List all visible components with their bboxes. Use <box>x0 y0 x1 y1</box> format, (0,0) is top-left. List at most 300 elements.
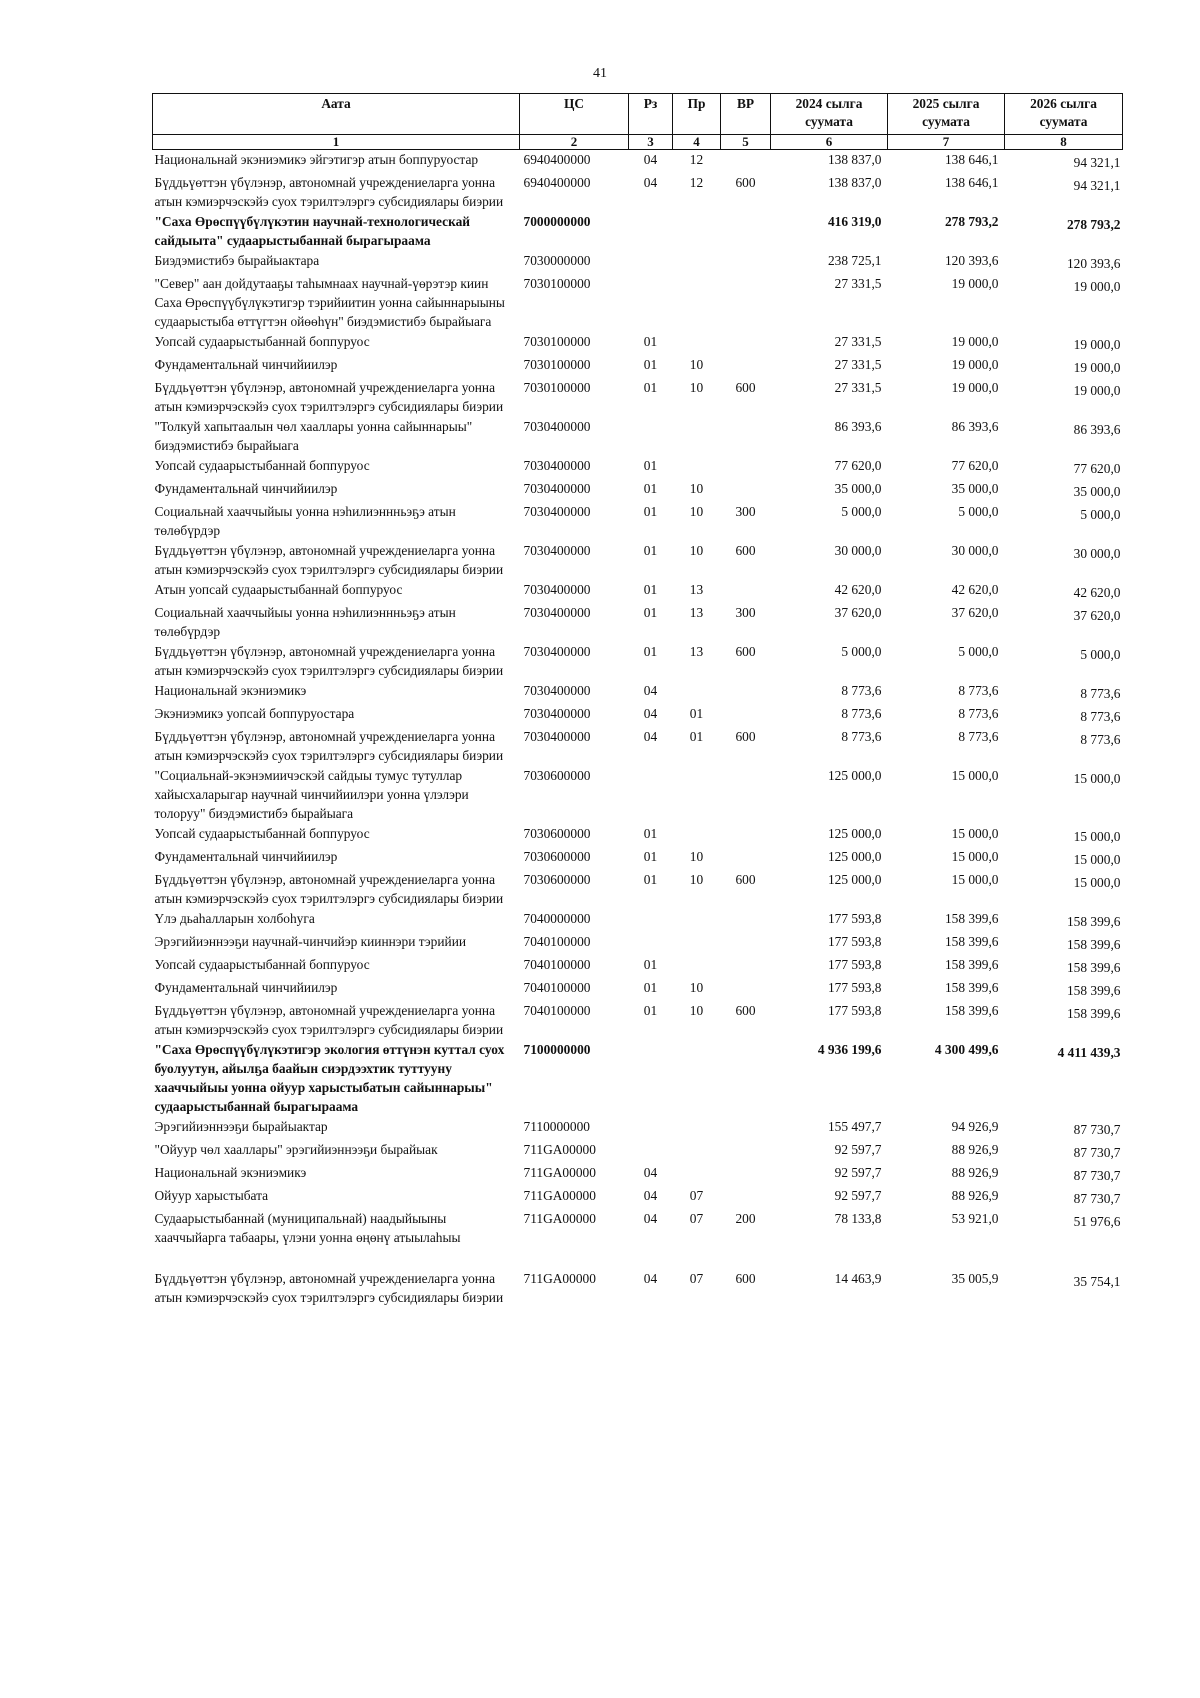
row-amount-2025: 94 926,9 <box>951 1119 999 1134</box>
row-name: "Саха Өрөспүүбүлүкэтин научнай-технологическай сайдыыта" судаарыстыбаннай бырагыраама <box>154 214 471 248</box>
row-amount-2025: 53 921,0 <box>951 1211 999 1226</box>
row-amount-2025: 158 399,6 <box>944 934 999 949</box>
row-amount-2026: 94 321,1 <box>1073 178 1121 193</box>
row-name: Фундаментальнай чинчийиилэр <box>154 849 338 864</box>
row-name: Бүддьүөттэн үбүлэнэр, автономнай учреждениеларга уонна атын кэмиэрчэскэйэ суох тэрилтэлэргэ субсидиялары биэрии <box>154 1003 504 1037</box>
row-vr <box>721 251 771 274</box>
row-cs-code: 7030400000 <box>523 644 591 659</box>
row-cs-code: 711GA00000 <box>523 1211 596 1226</box>
table-body <box>153 150 1123 1309</box>
header-2026: 2026 сылга суумата <box>1005 94 1123 135</box>
row-pr <box>673 955 721 978</box>
row-amount-2025: 8 773,6 <box>958 729 999 744</box>
row-rz <box>629 251 673 274</box>
table-row <box>153 1001 1123 1040</box>
row-amount-2026: 15 000,0 <box>1073 771 1121 786</box>
row-amount-2025: 158 399,6 <box>944 980 999 995</box>
table-row <box>153 332 1123 355</box>
row-amount-2026: 35 754,1 <box>1073 1274 1121 1289</box>
table-row <box>153 251 1123 274</box>
row-rz: 01 <box>643 334 658 349</box>
row-vr <box>721 847 771 870</box>
table-row <box>153 704 1123 727</box>
row-amount-2025: 15 000,0 <box>951 826 999 841</box>
table-row <box>153 417 1123 456</box>
row-amount-2024: 177 593,8 <box>827 911 882 926</box>
row-pr <box>673 417 721 456</box>
table-row <box>153 727 1123 766</box>
table-row <box>153 932 1123 955</box>
row-amount-2026: 42 620,0 <box>1073 585 1121 600</box>
row-pr <box>673 1140 721 1163</box>
row-amount-2026: 37 620,0 <box>1073 608 1121 623</box>
row-cs-code: 7030600000 <box>523 826 591 841</box>
row-amount-2024: 27 331,5 <box>834 380 882 395</box>
row-amount-2024: 155 497,7 <box>827 1119 882 1134</box>
row-amount-2025: 19 000,0 <box>951 334 999 349</box>
row-vr <box>721 479 771 502</box>
row-amount-2026: 8 773,6 <box>1080 709 1121 724</box>
row-cs-code: 711GA00000 <box>523 1142 596 1157</box>
row-rz <box>629 766 673 824</box>
row-amount-2026: 86 393,6 <box>1073 422 1121 437</box>
row-vr: 300 <box>735 605 756 620</box>
row-amount-2026: 87 730,7 <box>1073 1191 1121 1206</box>
row-cs-code: 7030000000 <box>523 253 591 268</box>
row-amount-2025: 138 646,1 <box>944 152 999 167</box>
row-cs-code: 711GA00000 <box>523 1188 596 1203</box>
table-row <box>153 1040 1123 1117</box>
row-rz <box>629 417 673 456</box>
table-row <box>153 456 1123 479</box>
row-amount-2025: 88 926,9 <box>951 1188 999 1203</box>
row-amount-2026: 19 000,0 <box>1073 279 1121 294</box>
table-row <box>153 479 1123 502</box>
row-rz: 01 <box>643 380 658 395</box>
row-amount-2025: 120 393,6 <box>944 253 999 268</box>
row-vr <box>721 1140 771 1163</box>
row-rz: 01 <box>643 872 658 887</box>
row-pr: 10 <box>689 980 704 995</box>
table-row <box>153 1186 1123 1209</box>
row-amount-2024: 27 331,5 <box>834 357 882 372</box>
row-pr: 07 <box>689 1211 704 1226</box>
row-rz <box>629 1040 673 1117</box>
col-number: 3 <box>629 135 673 150</box>
row-name: "Ойуур чөл хааллары" эрэгийиэннээҕи бырайыак <box>154 1142 438 1157</box>
row-amount-2024: 8 773,6 <box>841 683 882 698</box>
row-cs-code: 7030100000 <box>523 357 591 372</box>
row-pr: 13 <box>689 644 704 659</box>
row-name: Бүддьүөттэн үбүлэнэр, автономнай учреждениеларга уонна атын кэмиэрчэскэйэ суох тэрилтэлэргэ субсидиялары биэрии <box>154 1271 504 1305</box>
row-cs-code: 7030400000 <box>523 481 591 496</box>
row-name: Бүддьүөттэн үбүлэнэр, автономнай учреждениеларга уонна атын кэмиэрчэскэйэ суох тэрилтэлэргэ субсидиялары биэрии <box>154 543 504 577</box>
row-amount-2026: 77 620,0 <box>1073 461 1121 476</box>
row-amount-2025: 5 000,0 <box>958 644 999 659</box>
row-rz: 01 <box>643 504 658 519</box>
row-rz: 01 <box>643 458 658 473</box>
row-amount-2026: 15 000,0 <box>1073 852 1121 867</box>
row-vr: 600 <box>735 543 756 558</box>
row-vr <box>721 150 771 174</box>
page-number: 41 <box>593 66 607 81</box>
table-row <box>153 847 1123 870</box>
table-row <box>153 909 1123 932</box>
row-pr: 10 <box>689 872 704 887</box>
row-amount-2024: 27 331,5 <box>834 276 882 291</box>
row-rz: 01 <box>643 957 658 972</box>
row-name: Бүддьүөттэн үбүлэнэр, автономнай учреждениеларга уонна атын кэмиэрчэскэйэ суох тэрилтэлэргэ субсидиялары биэрии <box>154 729 504 763</box>
row-amount-2025: 15 000,0 <box>951 849 999 864</box>
row-amount-2024: 8 773,6 <box>841 706 882 721</box>
table-row <box>153 355 1123 378</box>
row-amount-2024: 177 593,8 <box>827 1003 882 1018</box>
row-amount-2025: 8 773,6 <box>958 683 999 698</box>
row-amount-2026: 15 000,0 <box>1073 875 1121 890</box>
row-name: "Толкуй хапытаалын чөл хааллары уонна сайыннарыы" биэдэмистибэ бырайыага <box>154 419 473 453</box>
row-amount-2024: 92 597,7 <box>834 1188 882 1203</box>
col-number: 7 <box>888 135 1005 150</box>
row-vr: 600 <box>735 729 756 744</box>
row-name: "Север" аан дойдутааҕы таһымнаах научнай-үөрэтэр киин Саха Өрөспүүбүлүкэтигэр тэрийиитин уонна сайыннарыыны судаарыстыба өттүгтэн ойөөһүн" биэдэмистибэ бырайыага <box>154 276 505 329</box>
row-vr <box>721 1040 771 1117</box>
row-cs-code: 711GA00000 <box>523 1165 596 1180</box>
row-rz: 04 <box>643 1165 658 1180</box>
row-vr <box>721 955 771 978</box>
row-pr: 13 <box>689 605 704 620</box>
row-pr <box>673 824 721 847</box>
row-vr <box>721 978 771 1001</box>
row-amount-2024: 35 000,0 <box>834 481 882 496</box>
row-cs-code: 7040100000 <box>523 980 591 995</box>
row-amount-2025: 4 300 499,6 <box>934 1042 999 1057</box>
row-vr <box>721 332 771 355</box>
table-row <box>153 1117 1123 1140</box>
row-amount-2024: 125 000,0 <box>827 768 882 783</box>
table-row <box>153 603 1123 642</box>
row-amount-2026: 158 399,6 <box>1066 914 1121 929</box>
row-name: Фундаментальнай чинчийиилэр <box>154 481 338 496</box>
row-amount-2025: 19 000,0 <box>951 276 999 291</box>
row-amount-2026: 8 773,6 <box>1080 732 1121 747</box>
row-name: Фундаментальнай чинчийиилэр <box>154 357 338 372</box>
row-pr: 10 <box>689 543 704 558</box>
row-amount-2024: 138 837,0 <box>827 175 882 190</box>
row-amount-2024: 238 725,1 <box>827 253 882 268</box>
row-rz: 01 <box>643 826 658 841</box>
header-2025: 2025 сылга суумата <box>888 94 1005 135</box>
table-row <box>153 766 1123 824</box>
row-cs-code: 7030400000 <box>523 543 591 558</box>
row-name: Уопсай судаарыстыбаннай боппуруос <box>154 334 370 349</box>
row-amount-2024: 92 597,7 <box>834 1142 882 1157</box>
row-cs-code: 6940400000 <box>523 175 591 190</box>
table-row <box>153 978 1123 1001</box>
row-amount-2026: 278 793,2 <box>1066 217 1121 232</box>
row-amount-2025: 35 000,0 <box>951 481 999 496</box>
row-amount-2024: 30 000,0 <box>834 543 882 558</box>
row-name: Уопсай судаарыстыбаннай боппуруос <box>154 957 370 972</box>
row-pr <box>673 456 721 479</box>
row-vr <box>721 909 771 932</box>
row-rz <box>629 212 673 251</box>
row-name: Уопсай судаарыстыбаннай боппуруос <box>154 458 370 473</box>
table-row <box>153 1209 1123 1269</box>
row-amount-2024: 177 593,8 <box>827 980 882 995</box>
row-rz: 04 <box>643 1271 658 1286</box>
row-amount-2025: 158 399,6 <box>944 957 999 972</box>
row-pr <box>673 212 721 251</box>
row-cs-code: 711GA00000 <box>523 1271 596 1286</box>
row-vr <box>721 704 771 727</box>
row-pr <box>673 681 721 704</box>
row-amount-2024: 125 000,0 <box>827 826 882 841</box>
row-rz <box>629 274 673 332</box>
row-amount-2026: 35 000,0 <box>1073 484 1121 499</box>
row-amount-2026: 87 730,7 <box>1073 1145 1121 1160</box>
row-amount-2025: 138 646,1 <box>944 175 999 190</box>
budget-table <box>152 93 1123 1308</box>
row-cs-code: 7030400000 <box>523 504 591 519</box>
row-amount-2024: 125 000,0 <box>827 849 882 864</box>
row-name: Ойуур харыстыбата <box>154 1188 269 1203</box>
row-amount-2024: 177 593,8 <box>827 934 882 949</box>
row-pr: 10 <box>689 481 704 496</box>
row-vr <box>721 355 771 378</box>
row-amount-2026: 19 000,0 <box>1073 337 1121 352</box>
row-vr: 600 <box>735 1003 756 1018</box>
row-name: Эрэгийиэннээҕи научнай-чинчийэр кииннэри тэрийии <box>154 934 467 949</box>
row-amount-2026: 51 976,6 <box>1073 1214 1121 1229</box>
header-2024: 2024 сылга суумата <box>771 94 888 135</box>
row-amount-2026: 87 730,7 <box>1073 1168 1121 1183</box>
row-rz <box>629 1140 673 1163</box>
row-vr <box>721 580 771 603</box>
row-cs-code: 7030100000 <box>523 334 591 349</box>
row-pr <box>673 1163 721 1186</box>
table-row <box>153 1163 1123 1186</box>
row-pr: 13 <box>689 582 704 597</box>
row-amount-2025: 88 926,9 <box>951 1165 999 1180</box>
row-vr: 600 <box>735 644 756 659</box>
row-vr <box>721 1117 771 1140</box>
row-amount-2026: 30 000,0 <box>1073 546 1121 561</box>
row-cs-code: 7040100000 <box>523 1003 591 1018</box>
row-cs-code: 7040100000 <box>523 934 591 949</box>
row-rz: 04 <box>643 175 658 190</box>
row-amount-2026: 158 399,6 <box>1066 960 1121 975</box>
row-name: Бүддьүөттэн үбүлэнэр, автономнай учреждениеларга уонна атын кэмиэрчэскэйэ суох тэрилтэлэргэ субсидиялары биэрии <box>154 644 504 678</box>
row-name: Атын уопсай судаарыстыбаннай боппуруос <box>154 582 403 597</box>
col-number: 5 <box>721 135 771 150</box>
row-name: "Саха Өрөспүүбүлүкэтигэр экология өттүнэн куттал суох буолуутун, айылҕа баайын сиэрдээхтик туттууну хааччыйыы уонна ойуур харыстыбатын сайыннарыы" судаарыстыбаннай бырагыраама <box>154 1042 505 1114</box>
row-rz: 01 <box>643 357 658 372</box>
row-cs-code: 7030600000 <box>523 768 591 783</box>
row-amount-2025: 19 000,0 <box>951 380 999 395</box>
row-amount-2024: 4 936 199,6 <box>817 1042 882 1057</box>
table-row <box>153 642 1123 681</box>
row-name: Уопсай судаарыстыбаннай боппуруос <box>154 826 370 841</box>
row-rz: 04 <box>643 729 658 744</box>
col-number: 8 <box>1005 135 1123 150</box>
row-cs-code: 7030400000 <box>523 419 591 434</box>
row-amount-2024: 5 000,0 <box>841 644 882 659</box>
table-row <box>153 378 1123 417</box>
row-amount-2026: 5 000,0 <box>1080 507 1121 522</box>
table-row <box>153 580 1123 603</box>
table-row <box>153 870 1123 909</box>
row-rz: 01 <box>643 543 658 558</box>
row-rz: 04 <box>643 152 658 167</box>
row-cs-code: 7000000000 <box>523 214 591 229</box>
row-amount-2025: 158 399,6 <box>944 1003 999 1018</box>
header-vr: ВР <box>721 94 771 135</box>
row-amount-2024: 42 620,0 <box>834 582 882 597</box>
row-name: Судаарыстыбаннай (муниципальнай) наадыйыыны хааччыйарга табаары, үлэни уонна өңөнү атыылаһыы <box>154 1211 461 1245</box>
row-cs-code: 7030600000 <box>523 849 591 864</box>
row-amount-2024: 14 463,9 <box>834 1271 882 1286</box>
row-vr <box>721 681 771 704</box>
header-name: Аата <box>153 94 520 135</box>
row-amount-2024: 92 597,7 <box>834 1165 882 1180</box>
table-row <box>153 502 1123 541</box>
row-rz: 01 <box>643 605 658 620</box>
row-vr <box>721 212 771 251</box>
row-amount-2024: 138 837,0 <box>827 152 882 167</box>
row-amount-2024: 8 773,6 <box>841 729 882 744</box>
row-cs-code: 7030400000 <box>523 458 591 473</box>
table-row <box>153 541 1123 580</box>
row-amount-2025: 19 000,0 <box>951 357 999 372</box>
row-pr: 07 <box>689 1188 704 1203</box>
table-row <box>153 955 1123 978</box>
row-cs-code: 7030100000 <box>523 380 591 395</box>
row-amount-2026: 158 399,6 <box>1066 1006 1121 1021</box>
row-amount-2024: 77 620,0 <box>834 458 882 473</box>
row-pr: 01 <box>689 729 704 744</box>
row-name: Национальнай экэниэмикэ <box>154 1165 307 1180</box>
row-pr <box>673 251 721 274</box>
row-amount-2026: 5 000,0 <box>1080 647 1121 662</box>
row-name: Национальнай экэниэмикэ эйгэтигэр атын боппуруостар <box>154 152 479 167</box>
header-cs: ЦС <box>520 94 629 135</box>
row-amount-2025: 30 000,0 <box>951 543 999 558</box>
row-vr: 200 <box>735 1211 756 1226</box>
row-rz: 01 <box>643 849 658 864</box>
row-name: Эрэгийиэннээҕи бырайыактар <box>154 1119 328 1134</box>
row-vr: 600 <box>735 872 756 887</box>
row-amount-2024: 86 393,6 <box>834 419 882 434</box>
header-pr: Пр <box>673 94 721 135</box>
row-pr <box>673 766 721 824</box>
row-name: Бүддьүөттэн үбүлэнэр, автономнай учреждениеларга уонна атын кэмиэрчэскэйэ суох тэрилтэлэргэ субсидиялары биэрии <box>154 175 504 209</box>
table-row <box>153 274 1123 332</box>
table-row <box>153 1269 1123 1308</box>
row-rz <box>629 1117 673 1140</box>
row-name: Национальнай экэниэмикэ <box>154 683 307 698</box>
row-name: Экэниэмикэ уопсай боппуруостара <box>154 706 355 721</box>
row-amount-2026: 4 411 439,3 <box>1057 1045 1121 1060</box>
row-pr: 07 <box>689 1271 704 1286</box>
row-vr <box>721 1186 771 1209</box>
row-name: Үлэ дьаһалларын холбоһуга <box>154 911 315 926</box>
row-cs-code: 7100000000 <box>523 1042 591 1057</box>
col-number: 2 <box>520 135 629 150</box>
row-cs-code: 7030100000 <box>523 276 591 291</box>
row-vr <box>721 417 771 456</box>
row-amount-2025: 15 000,0 <box>951 768 999 783</box>
row-amount-2025: 158 399,6 <box>944 911 999 926</box>
row-pr <box>673 1117 721 1140</box>
row-amount-2026: 19 000,0 <box>1073 360 1121 375</box>
row-amount-2024: 37 620,0 <box>834 605 882 620</box>
row-amount-2026: 120 393,6 <box>1066 256 1121 271</box>
table-row <box>153 681 1123 704</box>
row-pr: 10 <box>689 504 704 519</box>
row-cs-code: 7030400000 <box>523 729 591 744</box>
row-pr: 12 <box>689 152 704 167</box>
row-cs-code: 6940400000 <box>523 152 591 167</box>
row-amount-2025: 35 005,9 <box>951 1271 999 1286</box>
row-rz: 04 <box>643 1188 658 1203</box>
table-row <box>153 173 1123 212</box>
col-number: 1 <box>153 135 520 150</box>
row-amount-2024: 78 133,8 <box>834 1211 882 1226</box>
table-row <box>153 150 1123 174</box>
row-amount-2025: 42 620,0 <box>951 582 999 597</box>
row-amount-2024: 177 593,8 <box>827 957 882 972</box>
row-cs-code: 7030600000 <box>523 872 591 887</box>
row-amount-2025: 37 620,0 <box>951 605 999 620</box>
row-cs-code: 7030400000 <box>523 683 591 698</box>
row-cs-code: 7040000000 <box>523 911 591 926</box>
row-rz <box>629 909 673 932</box>
row-pr: 10 <box>689 1003 704 1018</box>
row-amount-2024: 416 319,0 <box>827 214 882 229</box>
row-name: Бүддьүөттэн үбүлэнэр, автономнай учреждениеларга уонна атын кэмиэрчэскэйэ суох тэрилтэлэргэ субсидиялары биэрии <box>154 380 504 414</box>
row-amount-2025: 8 773,6 <box>958 706 999 721</box>
row-name: "Социальнай-экэнэмиичэскэй сайдыы тумус тутуллар хайысхаларыгар научнай чинчийиилэри уонна үлэлэри толоруу" биэдэмистибэ бырайыага <box>154 768 469 821</box>
row-rz: 01 <box>643 644 658 659</box>
table-row <box>153 1140 1123 1163</box>
row-cs-code: 7110000000 <box>523 1119 590 1134</box>
table-header <box>153 94 1123 150</box>
row-vr: 300 <box>735 504 756 519</box>
row-name: Биэдэмистибэ бырайыактара <box>154 253 320 268</box>
row-vr <box>721 456 771 479</box>
row-vr <box>721 824 771 847</box>
row-pr: 10 <box>689 357 704 372</box>
row-pr <box>673 1040 721 1117</box>
row-amount-2024: 125 000,0 <box>827 872 882 887</box>
row-pr <box>673 909 721 932</box>
row-amount-2025: 86 393,6 <box>951 419 999 434</box>
row-rz: 04 <box>643 1211 658 1226</box>
row-vr <box>721 766 771 824</box>
row-amount-2025: 5 000,0 <box>958 504 999 519</box>
row-amount-2026: 87 730,7 <box>1073 1122 1121 1137</box>
row-amount-2024: 5 000,0 <box>841 504 882 519</box>
row-pr: 10 <box>689 380 704 395</box>
row-amount-2025: 278 793,2 <box>944 214 999 229</box>
row-name: Социальнай хааччыйыы уонна нэһилиэннньэҕэ атын төлөбүрдэр <box>154 605 456 639</box>
row-rz: 01 <box>643 1003 658 1018</box>
table-row <box>153 824 1123 847</box>
row-cs-code: 7030400000 <box>523 605 591 620</box>
table-row <box>153 212 1123 251</box>
row-cs-code: 7030400000 <box>523 706 591 721</box>
row-rz: 01 <box>643 980 658 995</box>
